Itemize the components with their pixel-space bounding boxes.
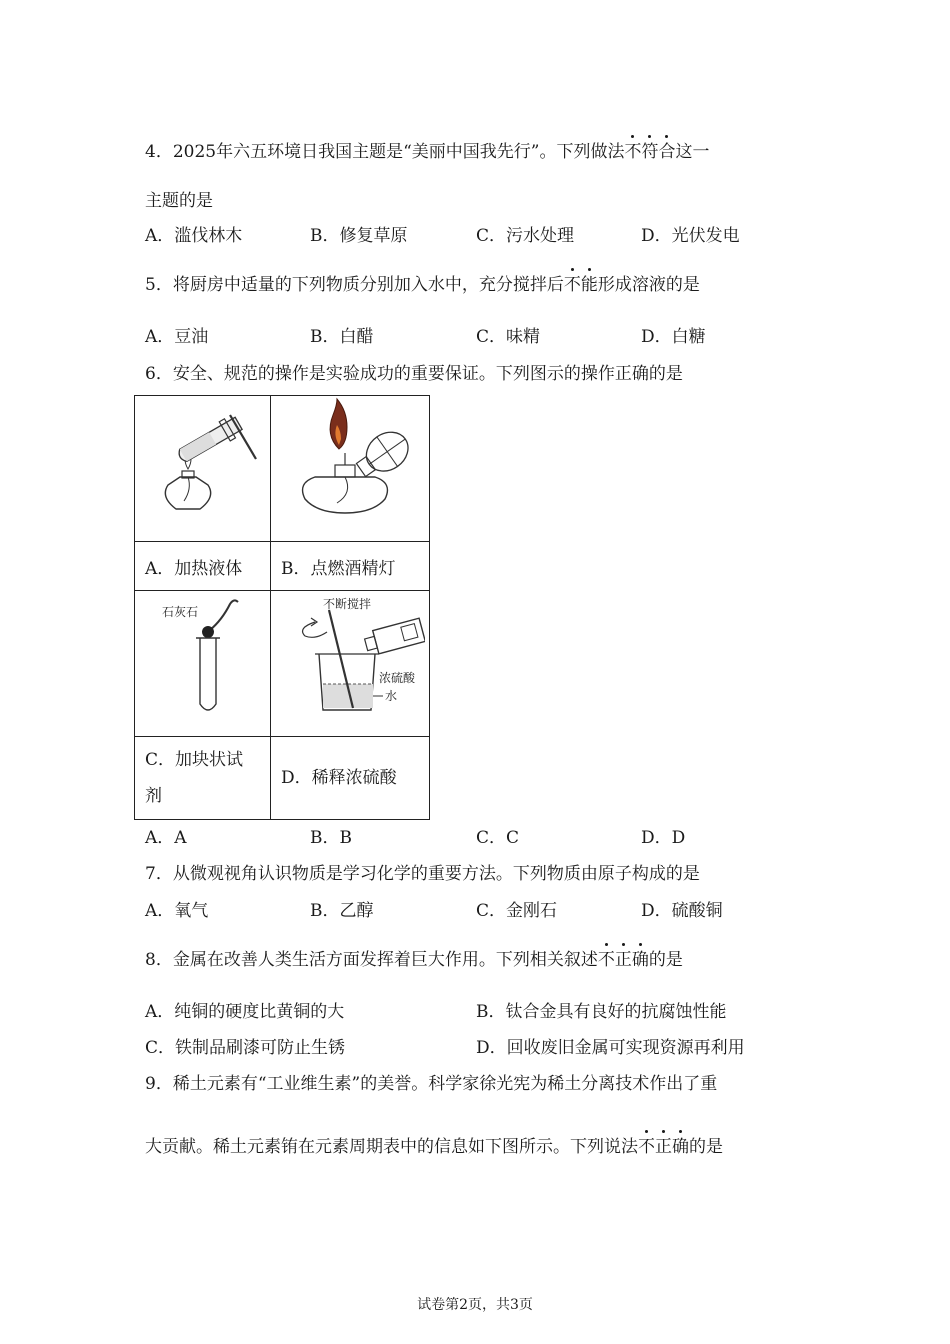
q8-line: 8．金属在改善人类生活方面发挥着巨大作用。下列相关叙述不正确的是 (145, 950, 683, 970)
q6-option-b: B．B (310, 828, 352, 848)
q8-option-d: D．回收废旧金属可实现资源再利用 (476, 1038, 745, 1058)
emphasis-char: 不 (638, 1137, 655, 1157)
figure-d-diluting-acid (271, 591, 430, 737)
stir-label: 不断搅拌 (323, 596, 372, 611)
emphasis-char: 合 (658, 142, 676, 162)
acid-label: 浓硫酸 (379, 670, 416, 685)
diluting-acid-illustration (275, 592, 425, 732)
q5-option-b: B．白醋 (310, 327, 374, 347)
emphasis-char: 不 (624, 142, 642, 162)
figure-c-caption: C．加块状试 剂 (135, 737, 271, 820)
adding-solid-illustration (138, 592, 268, 732)
q5-option-d: D．白糖 (641, 327, 706, 347)
q9-line1: 9．稀土元素有“工业维生素”的美誉。科学家徐光宪为稀土分离技术作出了重 (145, 1074, 718, 1094)
q4-line1: 4．2025年六五环境日我国主题是“美丽中国我先行”。下列做法不符合这一 (145, 142, 710, 162)
q6-line: 6．安全、规范的操作是实验成功的重要保证。下列图示的操作正确的是 (145, 364, 683, 384)
figure-a-caption: A．加热液体 (135, 542, 271, 591)
emphasis-char: 能 (580, 275, 598, 295)
figure-b-lighting-lamp (271, 396, 430, 542)
q7-line: 7．从微观视角认识物质是学习化学的重要方法。下列物质由原子构成的是 (145, 864, 700, 884)
q7-option-c: C．金刚石 (476, 901, 558, 921)
q7-option-d: D．硫酸铜 (641, 901, 723, 921)
q6-option-d: D．D (641, 828, 686, 848)
emphasis-char: 确 (631, 950, 649, 970)
page-footer: 试卷第2页，共3页 (417, 1297, 533, 1313)
q9-line2: 大贡献。稀土元素铕在元素周期表中的信息如下图所示。下列说法不正确的是 (145, 1137, 723, 1157)
q6-figure-table (134, 395, 430, 820)
q4-option-b: B．修复草原 (310, 226, 408, 246)
emphasis-char: 不 (563, 275, 581, 295)
q4-line2: 主题的是 (145, 191, 213, 211)
heating-liquid-illustration (138, 397, 268, 537)
q4-option-d: D．光伏发电 (641, 226, 740, 246)
figure-a-heating-liquid (135, 396, 271, 542)
q5-option-c: C．味精 (476, 327, 541, 347)
emphasis-char: 确 (672, 1137, 689, 1157)
figure-b-caption: B．点燃酒精灯 (271, 542, 430, 591)
figure-d-caption: D．稀释浓硫酸 (271, 737, 430, 820)
q8-option-c: C．铁制品刷漆可防止生锈 (145, 1038, 346, 1058)
figure-c-adding-solid (135, 591, 271, 737)
water-label: 水 (385, 688, 398, 703)
emphasis-char: 不 (597, 950, 615, 970)
q5-option-a: A．豆油 (145, 327, 209, 347)
q6-option-a: A．A (145, 828, 187, 848)
q8-option-a: A．纯铜的硬度比黄铜的大 (145, 1002, 345, 1022)
q6-option-c: C．C (476, 828, 520, 848)
emphasis-char: 符 (641, 142, 659, 162)
q8-option-b: B．钛合金具有良好的抗腐蚀性能 (476, 1002, 727, 1022)
emphasis-char: 正 (655, 1137, 672, 1157)
q5-line: 5．将厨房中适量的下列物质分别加入水中，充分搅拌后不能形成溶液的是 (145, 275, 700, 295)
q4-option-c: C．污水处理 (476, 226, 575, 246)
q7-option-b: B．乙醇 (310, 901, 374, 921)
lighting-lamp-illustration (275, 397, 425, 537)
limestone-label: 石灰石 (161, 604, 198, 619)
q7-option-a: A．氧气 (145, 901, 209, 921)
emphasis-char: 正 (614, 950, 632, 970)
q4-option-a: A．滥伐林木 (145, 226, 243, 246)
